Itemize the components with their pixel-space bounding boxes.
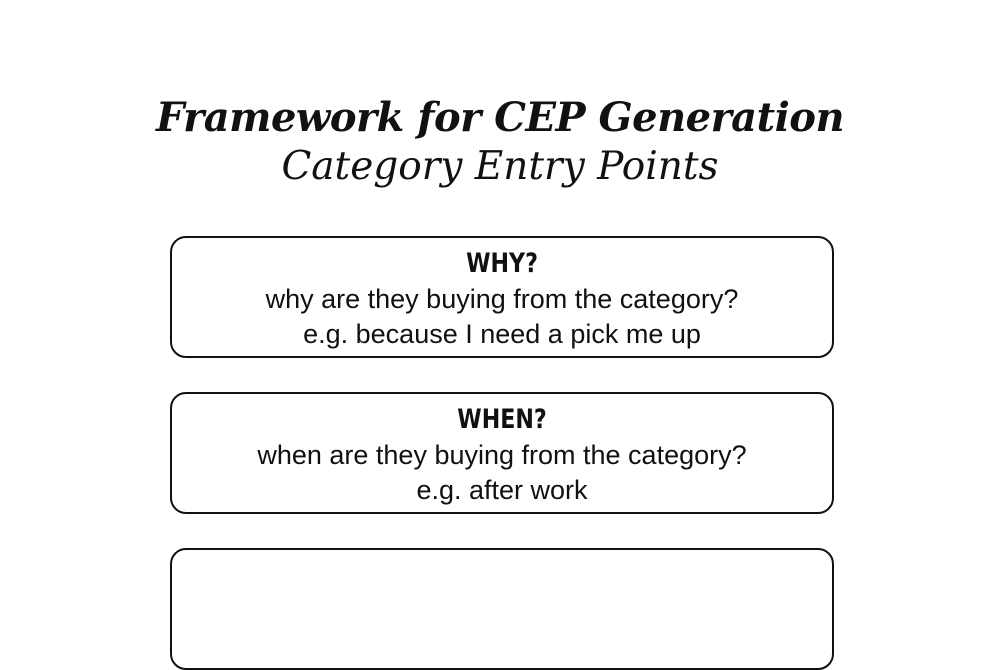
card-example: e.g. after work bbox=[416, 475, 588, 505]
page-subtitle: Category Entry Points bbox=[281, 144, 719, 189]
card-when bbox=[170, 392, 834, 514]
card-example: e.g. because I need a pick me up bbox=[303, 319, 701, 349]
card-why bbox=[170, 236, 834, 358]
card-heading: WHY? bbox=[466, 248, 538, 279]
card-heading: WHEN? bbox=[457, 404, 547, 435]
page-title: Framework for CEP Generation bbox=[155, 94, 845, 141]
card-question: when are they buying from the category? bbox=[257, 440, 747, 470]
card-question: why are they buying from the category? bbox=[265, 284, 739, 314]
card-partial bbox=[170, 548, 834, 670]
